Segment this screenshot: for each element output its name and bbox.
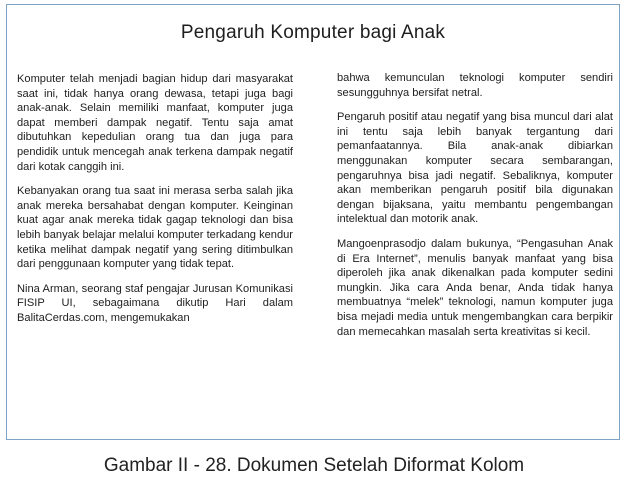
paragraph: Mangoenprasodjo dalam bukunya, “Pengasuhan Anak di Era Internet”, menulis banyak manfaat yang bisa diperoleh jika anak dikenalkan pada komputer sedini mungkin. Jika cara Anda benar, Anda tidak hanya membuatnya “melek” teknologi, namun komputer juga bisa mejadi media untuk mengembangkan cara berpikir dan memecahkan masalah serta kreativitas si kecil. — [337, 237, 613, 338]
paragraph: Komputer telah menjadi bagian hidup dari masyarakat saat ini, tidak hanya orang dewasa, tetapi juga bagi anak-anak. Selain memiliki manfaat, komputer juga dapat memberi dampak negatif. Tentu saja amat dibutuhkan kepedulian orang tua dan juga para pendidik untuk mencegah anak terkena dampak negatif dari kotak canggih ini. — [17, 73, 293, 173]
left-column — [17, 72, 293, 336]
paragraph: Pengaruh positif atau negatif yang bisa muncul dari alat ini tentu saja lebih banyak tergantung dari pemanfaatannya. Bila anak-anak dibiarkan menggunakan komputer secara sembarangan, pengaruhnya bisa jadi negatif. Sebaliknya, komputer akan memberikan pengaruh positif bila digunakan dengan bijaksana, yaitu membantu pengembangan intelektual dan motorik anak. — [337, 111, 613, 226]
paragraph: bahwa kemunculan teknologi komputer sendiri sesungguhnya bersifat netral. — [337, 72, 613, 99]
paragraph: Nina Arman, seorang staf pengajar Jurusan Komunikasi FISIP UI, sebagaimana dikutip Hari dalam BalitaCerdas.com, mengemukakan — [17, 282, 293, 324]
document-page — [6, 4, 620, 440]
figure-caption: Gambar II - 28. Dokumen Setelah Diformat Kolom — [103, 455, 525, 476]
paragraph: Kebanyakan orang tua saat ini merasa serba salah jika anak mereka bersahabat dengan komputer. Keinginan kuat agar anak mereka tidak gagap teknologi dan bisa lebih banyak belajar melalui komputer terkadang kendur ketika melihat dampak negatif yang sering ditimbulkan dari penggunaan komputer yang tidak tepat. — [17, 185, 293, 271]
document-title: Pengaruh Komputer bagi Anak — [180, 22, 446, 43]
right-column — [337, 71, 613, 349]
